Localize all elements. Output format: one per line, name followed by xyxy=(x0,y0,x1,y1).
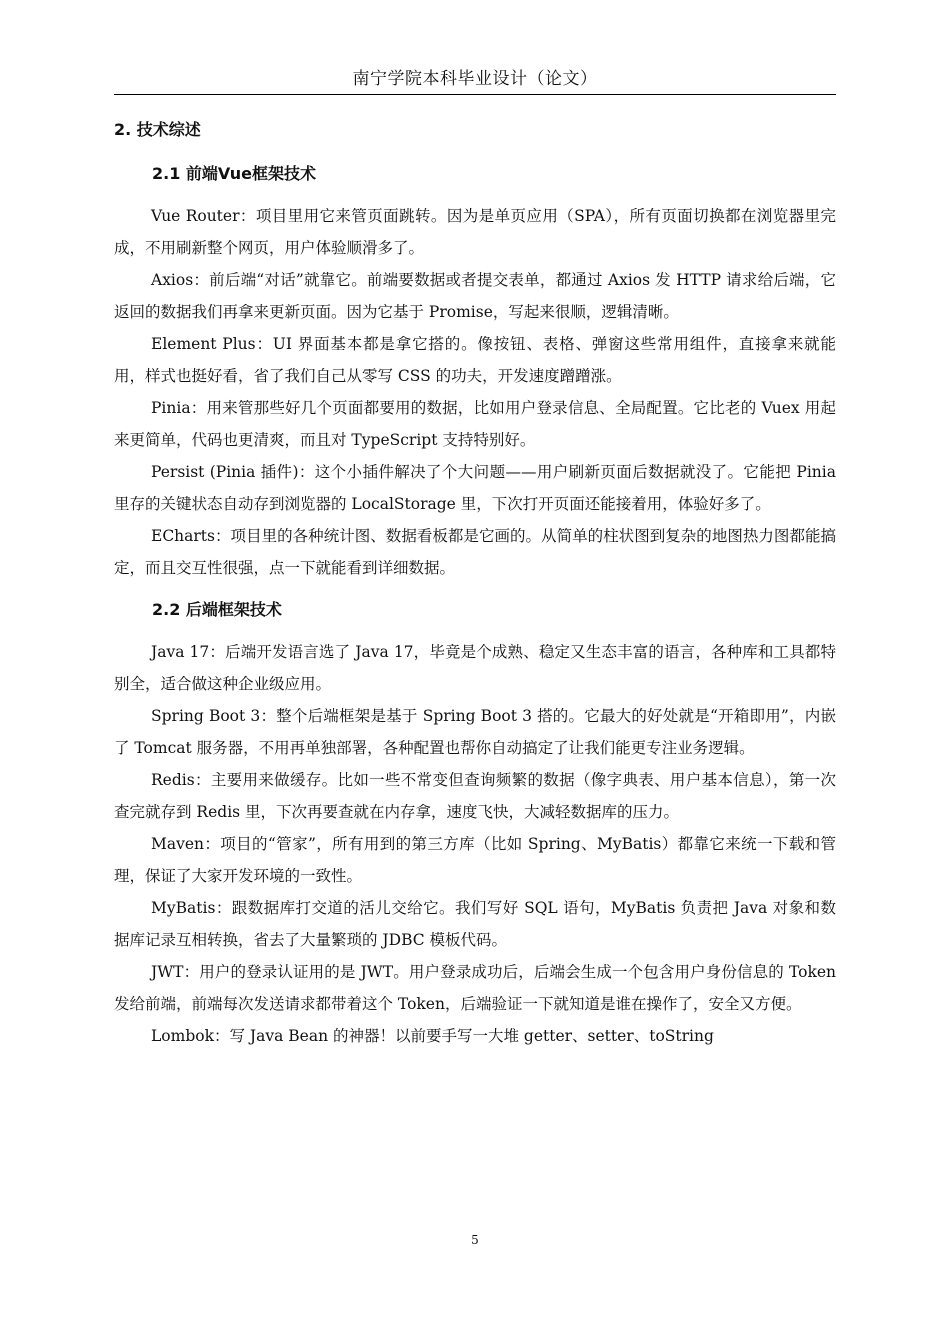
section-title: 2.1 前端Vue框架技术 xyxy=(152,164,316,183)
paragraph-axios: Axios：前后端“对话”就靠它。前端要数据或者提交表单，都通过 Axios 发 HTTP 请求给后端，它返回的数据我们再拿来更新页面。因为它基于 Promise，写起来很顺，逻辑清晰。 xyxy=(114,271,836,321)
paper-body xyxy=(114,116,836,1052)
paragraph-jwt: JWT：用户的登录认证用的是 JWT。用户登录成功后，后端会生成一个包含用户身份信息的 Token 发给前端，前端每次发送请求都带着这个 Token，后端验证一下就知道是谁在操作了，安全又方便。 xyxy=(114,963,836,1013)
page-number: 5 xyxy=(471,1233,479,1247)
section-backend xyxy=(114,596,836,1052)
paragraph-element-plus: Element Plus：UI 界面基本都是拿它搭的。像按钮、表格、弹窗这些常用组件，直接拿来就能用，样式也挺好看，省了我们自己从零写 CSS 的功夫，开发速度蹭蹭涨。 xyxy=(114,335,836,385)
paragraph-lombok: Lombok：写 Java Bean 的神器！以前要手写一大堆 getter、setter、toString xyxy=(151,1027,714,1045)
paragraph-vue-router: Vue Router：项目里用它来管页面跳转。因为是单页应用（SPA），所有页面切换都在浏览器里完成，不用刷新整个网页，用户体验顺滑多了。 xyxy=(114,207,836,257)
section-title: 2.2 后端框架技术 xyxy=(152,600,282,619)
paragraph-spring-boot: Spring Boot 3：整个后端框架是基于 Spring Boot 3 搭的。它最大的好处就是“开箱即用”，内嵌了 Tomcat 服务器，不用再单独部署，各种配置也帮你自动搞定了让我们能更专注业务逻辑。 xyxy=(114,707,836,757)
page-header: 南宁学院本科毕业设计（论文） xyxy=(114,68,836,95)
section-spacer xyxy=(114,584,836,596)
chapter-title: 2. 技术综述 xyxy=(114,120,201,139)
section-frontend xyxy=(114,160,836,584)
paragraph-echarts: ECharts：项目里的各种统计图、数据看板都是它画的。从简单的柱状图到复杂的地图热力图都能搞定，而且交互性很强，点一下就能看到详细数据。 xyxy=(114,527,836,577)
paragraph-maven: Maven：项目的“管家”，所有用到的第三方库（比如 Spring、MyBatis）都靠它来统一下载和管理，保证了大家开发环境的一致性。 xyxy=(114,835,836,885)
paragraph-redis: Redis：主要用来做缓存。比如一些不常变但查询频繁的数据（像字典表、用户基本信息），第一次查完就存到 Redis 里，下次再要查就在内存拿，速度飞快，大减轻数据库的压力。 xyxy=(114,771,836,821)
paragraph-mybatis: MyBatis：跟数据库打交道的活儿交给它。我们写好 SQL 语句，MyBatis 负责把 Java 对象和数据库记录互相转换，省去了大量繁琐的 JDBC 模板代码。 xyxy=(114,899,836,949)
paragraph-persist: Persist (Pinia 插件)：这个小插件解决了个大问题——用户刷新页面后数据就没了。它能把 Pinia 里存的关键状态自动存到浏览器的 LocalStorage 里，下次打开页面还能接着用，体验好多了。 xyxy=(114,463,836,513)
paragraph-pinia: Pinia：用来管那些好几个页面都要用的数据，比如用户登录信息、全局配置。它比老的 Vuex 用起来更简单，代码也更清爽，而且对 TypeScript 支持特别好。 xyxy=(114,399,836,449)
paragraph-java: Java 17：后端开发语言选了 Java 17，毕竟是个成熟、稳定又生态丰富的语言，各种库和工具都特别全，适合做这种企业级应用。 xyxy=(114,643,836,693)
